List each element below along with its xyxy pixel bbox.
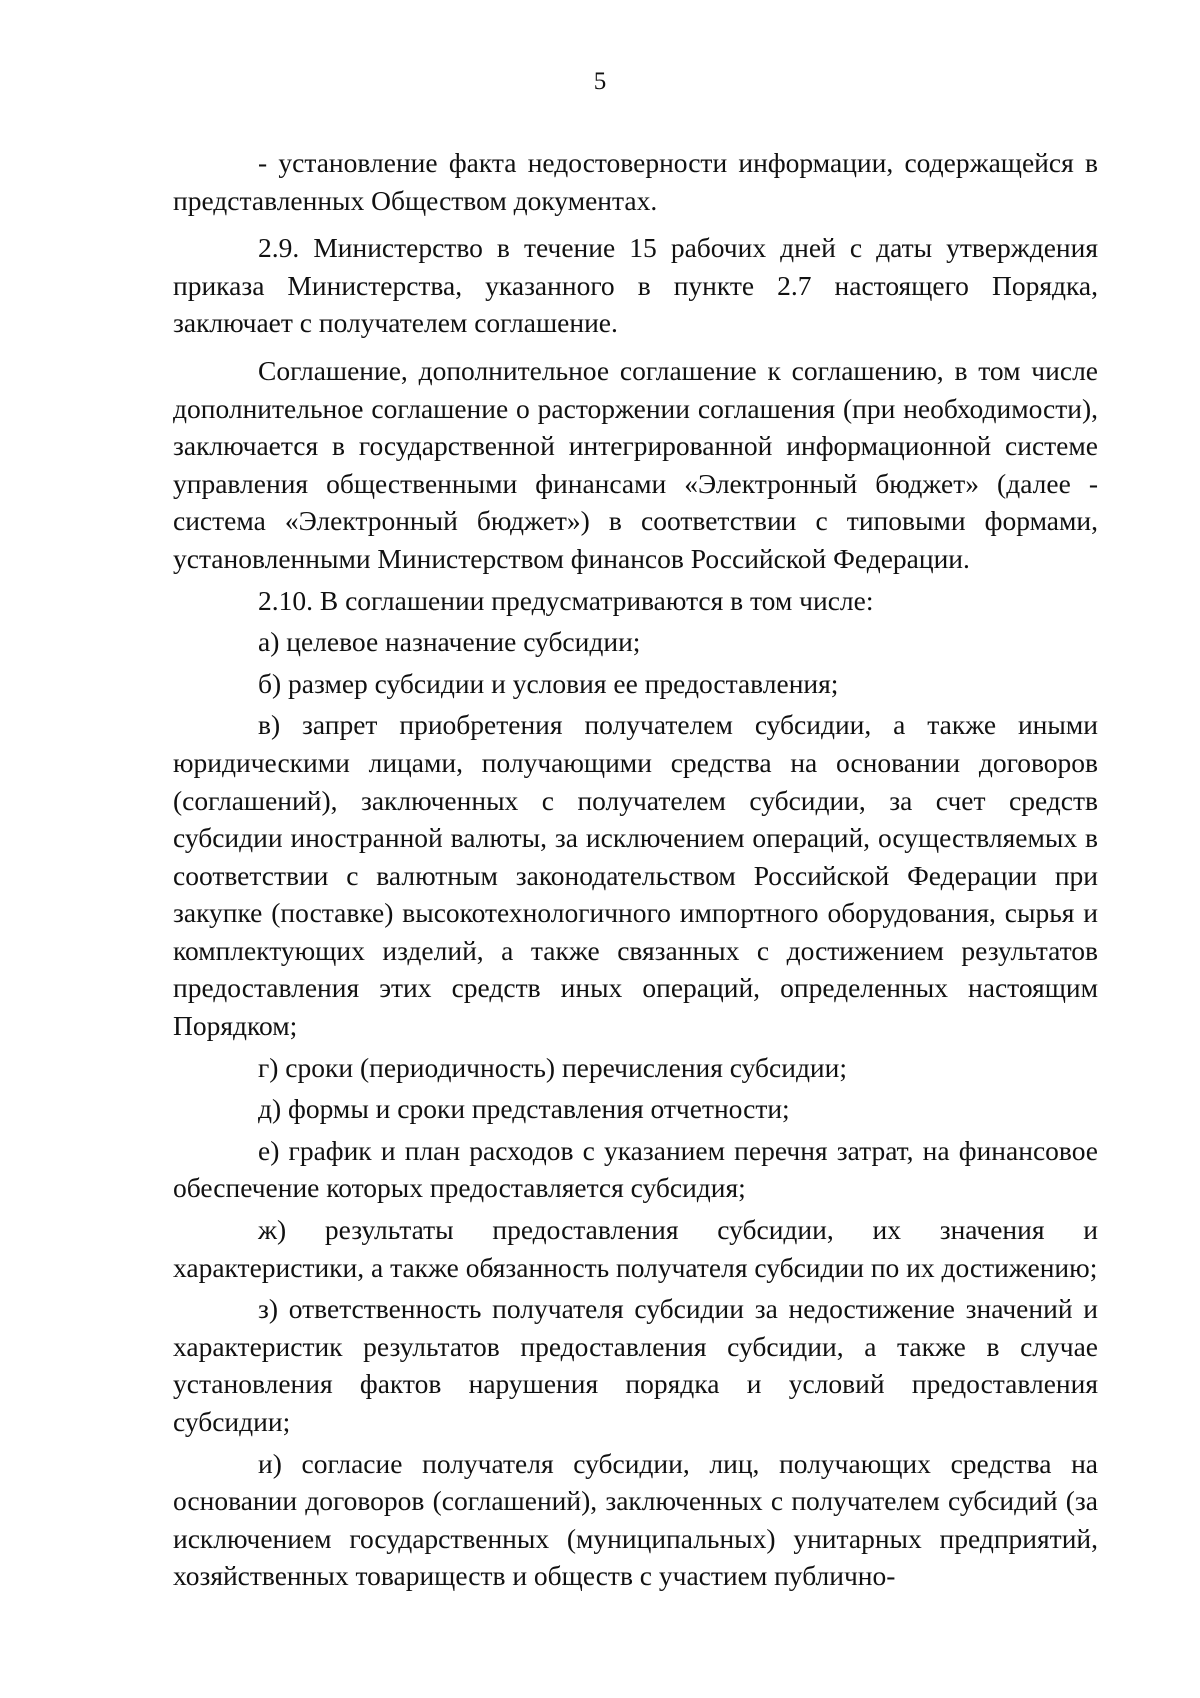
list-item-d: д) формы и сроки представления отчетности;: [258, 1093, 790, 1125]
page-number: 5: [593, 68, 607, 95]
list-item-b: б) размер субсидии и условия ее предоставления;: [258, 667, 839, 699]
list-item-e: е) график и план расходов с указанием перечня затрат, на финансовое обеспечение которых предоставляется субсидия;: [173, 1134, 1098, 1204]
paragraph-agreement: Соглашение, дополнительное соглашение к соглашению, в том числе дополнительное соглашение о расторжении соглашения (при необходимости), заключается в государственной интегрированной информационной системе управления общественными финансами «Электронный бюджет» (далее - система «Электронный бюджет») в соответствии с типовыми формами, установленными Министерством финансов Российской Федерации.: [173, 354, 1098, 574]
list-item-a: а) целевое назначение субсидии;: [258, 626, 641, 658]
list-item-g: г) сроки (периодичность) перечисления субсидии;: [258, 1051, 848, 1083]
list-item-i: и) согласие получателя субсидии, лиц, получающих средства на основании договоров (соглашений), заключенных с получателем субсидий (за исключением государственных (муниципальных) унитарных предприятий, хозяйственных товариществ и обществ с участием публично-: [173, 1447, 1098, 1592]
paragraph-clause-fact: - установление факта недостоверности информации, содержащейся в представленных Обществом документах.: [173, 147, 1098, 216]
document-body: [173, 144, 1098, 1595]
paragraph-2-10: 2.10. В соглашении предусматриваются в том числе:: [258, 584, 874, 616]
paragraph-2-9: 2.9. Министерство в течение 15 рабочих дней с даты утверждения приказа Министерства, указанного в пункте 2.7 настоящего Порядка, заключает с получателем соглашение.: [173, 232, 1098, 339]
list-item-v: в) запрет приобретения получателем субсидии, а также иными юридическими лицами, получающими средства на основании договоров (соглашений), заключенных с получателем субсидии, за счет средств субсидии иностранной валюты, за исключением операций, осуществляемых в соответствии с валютным законодательством Российской Федерации при закупке (поставке) высокотехнологичного импортного оборудования, сырья и комплектующих изделий, а также связанных с достижением результатов предоставления этих средств иных операций, определенных настоящим Порядком;: [173, 709, 1098, 1042]
list-item-z: з) ответственность получателя субсидии за недостижение значений и характеристик результатов предоставления субсидии, а также в случае установления фактов нарушения порядка и условий предоставления субсидии;: [173, 1293, 1098, 1437]
list-item-zh: ж) результаты предоставления субсидии, их значения и характеристики, а также обязанность получателя субсидии по их достижению;: [173, 1214, 1098, 1283]
